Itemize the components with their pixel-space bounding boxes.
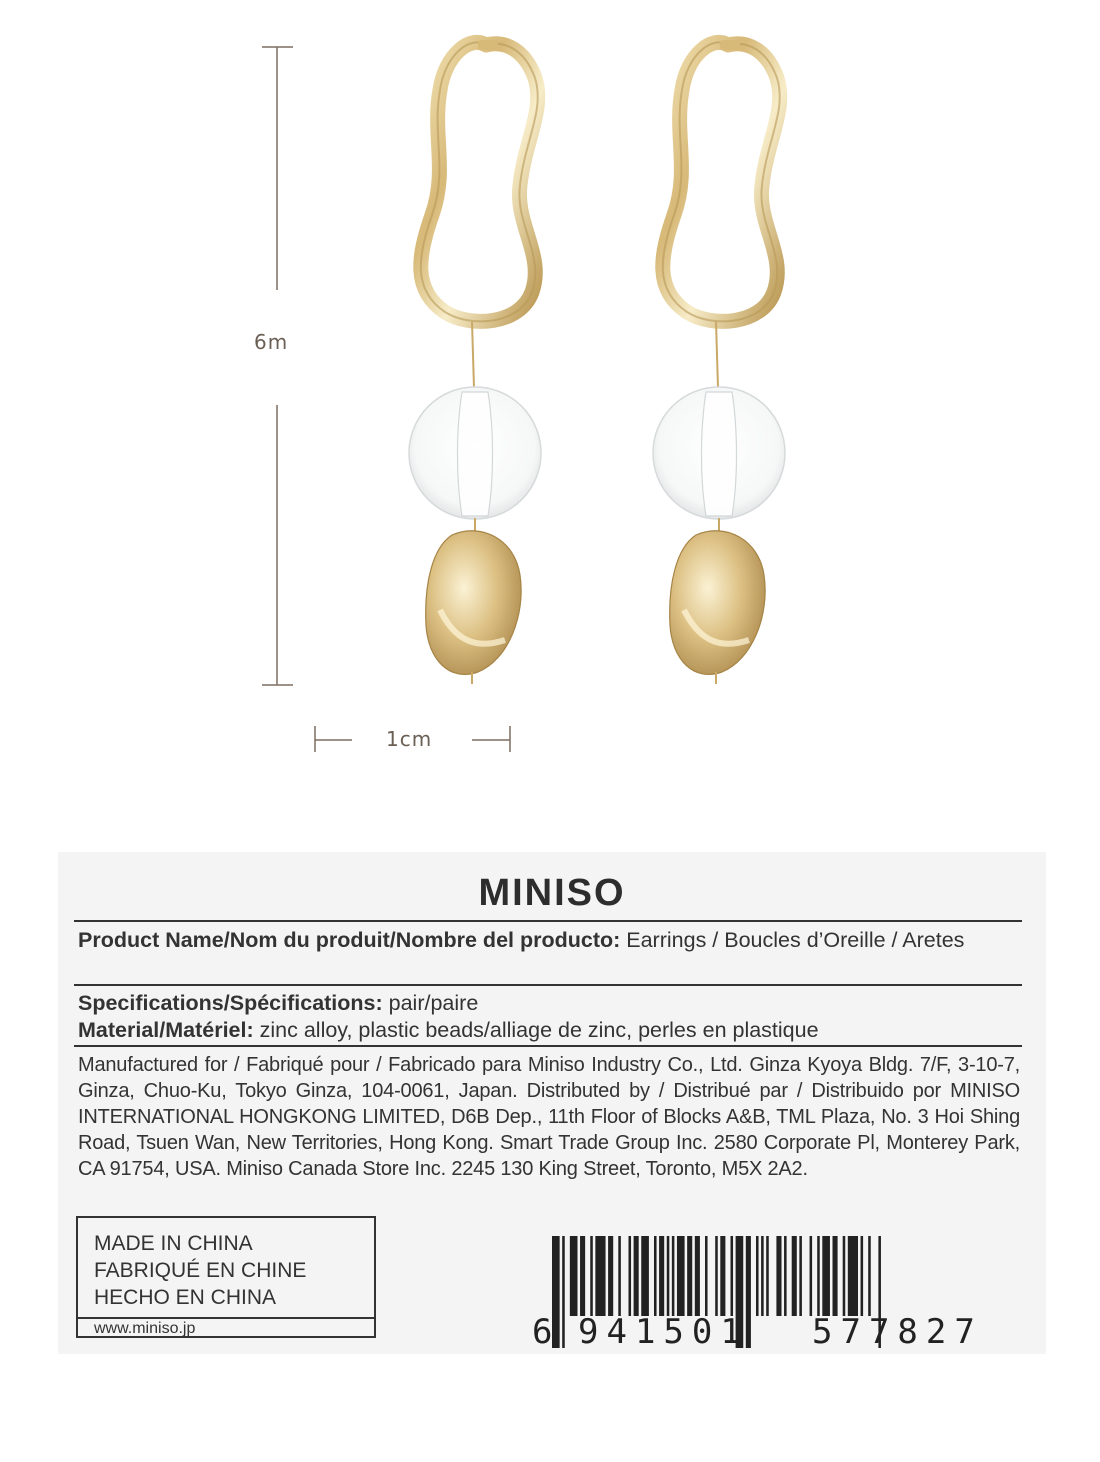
barcode-bar	[848, 1236, 858, 1316]
brand-logo: MINISO	[478, 872, 626, 914]
barcode-bar	[799, 1236, 802, 1316]
width-dimension-label: 1cm	[386, 727, 433, 751]
specifications-block	[78, 990, 1020, 1044]
barcode-bar	[608, 1236, 613, 1316]
barcode-bar	[756, 1236, 759, 1316]
divider	[78, 1317, 374, 1319]
barcode-bar	[766, 1236, 769, 1316]
manufacturer-info: Manufactured for / Fabriqué pour / Fabricado para Miniso Industry Co., Ltd. Ginza Kyoya Bldg. 7/F, 3-10-7, Ginza, Chuo-Ku, Tokyo Ginza, 104-0061, Japan. Distributed by / Distribué par / Distribuido por MINISO INTERNATIONAL HONGKONG LIMITED, D6B Dep., 11th Floor of Blocks A&B, TML Plaza, No. 3 Hoi Shing Road, Tsuen Wan, New Territories, Hong Kong. Smart Trade Group Inc. 2580 Corporate Pl, Monterey Park, CA 91754, USA. Miniso Canada Store Inc. 2245 130 King Street, Toronto, M5X 2A2.	[78, 1054, 1020, 1180]
product-label	[58, 852, 1046, 1354]
barcode-bar	[731, 1236, 734, 1316]
barcode-bar	[629, 1236, 632, 1316]
barcode-bar	[761, 1236, 764, 1316]
barcode-bar	[695, 1236, 700, 1316]
divider	[74, 984, 1022, 986]
barcode-digit-first: 6	[532, 1312, 553, 1348]
barcode-bar	[570, 1236, 578, 1316]
barcode-bar	[672, 1236, 675, 1316]
barcode-bar	[776, 1236, 781, 1316]
barcode-bar	[634, 1236, 639, 1316]
divider	[74, 920, 1022, 922]
barcode-bar	[618, 1236, 621, 1316]
barcode-bar	[552, 1236, 560, 1348]
specifications-heading: Specifications/Spécifications:	[78, 991, 383, 1015]
divider	[74, 1045, 1022, 1047]
barcode	[522, 1236, 1042, 1348]
origin-spanish: HECHO EN CHINA	[94, 1286, 277, 1309]
barcode-bar	[562, 1236, 565, 1348]
specifications-value: pair/paire	[382, 991, 479, 1015]
height-dimension-label: 6m	[254, 330, 289, 354]
barcode-bar	[810, 1236, 813, 1316]
barcode-bar	[861, 1236, 864, 1316]
barcode-bar	[654, 1236, 657, 1316]
barcode-bar	[843, 1236, 846, 1316]
barcode-bar	[667, 1236, 670, 1316]
barcode-bar	[590, 1236, 593, 1316]
barcode-bar	[595, 1236, 605, 1316]
barcode-bar	[715, 1236, 718, 1316]
product-name-block	[78, 927, 1020, 954]
barcode-bar	[833, 1236, 838, 1316]
barcode-bar	[677, 1236, 685, 1316]
product-name-value: Earrings / Boucles d’Oreille / Aretes	[620, 928, 965, 952]
barcode-bar	[641, 1236, 649, 1316]
material-heading: Material/Matériel:	[78, 1018, 254, 1042]
barcode-bar	[720, 1236, 725, 1316]
height-dimension-line	[262, 47, 293, 685]
barcode-digits-right: 577827	[812, 1312, 983, 1348]
barcode-digits-left: 941501	[578, 1312, 749, 1348]
right-earring	[653, 40, 785, 684]
barcode-bar	[792, 1236, 797, 1316]
barcode-bar	[784, 1236, 787, 1316]
origin-french: FABRIQUÉ EN CHINE	[94, 1259, 307, 1282]
barcode-bar	[817, 1236, 820, 1316]
barcode-bar	[705, 1236, 708, 1316]
barcode-bar	[822, 1236, 830, 1316]
barcode-bar	[580, 1236, 585, 1316]
barcode-bar	[687, 1236, 692, 1316]
website-url: www.miniso.jp	[94, 1320, 196, 1337]
material-value: zinc alloy, plastic beads/alliage de zinc, perles en plastique	[253, 1018, 819, 1042]
origin-english: MADE IN CHINA	[94, 1232, 253, 1255]
product-name-heading: Product Name/Nom du produit/Nombre del producto:	[78, 928, 621, 952]
barcode-bar	[868, 1236, 871, 1316]
origin-text	[94, 1230, 306, 1311]
origin-box	[76, 1216, 376, 1338]
left-earring	[409, 40, 541, 684]
barcode-bar	[659, 1236, 664, 1316]
